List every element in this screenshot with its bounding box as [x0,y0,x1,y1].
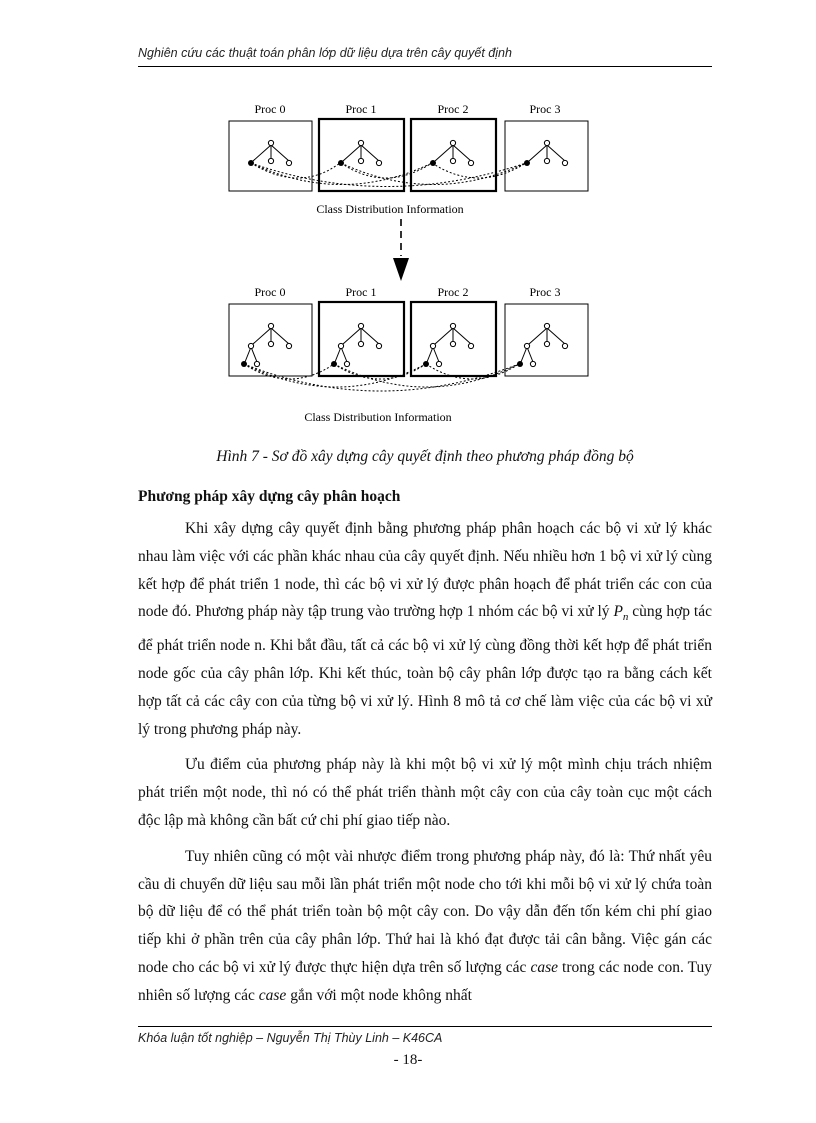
running-footer: Khóa luận tốt nghiệp – Nguyễn Thị Thùy Linh – K46CA [138,1031,443,1045]
section-title: Phương pháp xây dựng cây phân hoạch [138,488,401,505]
bottom-proc-label: Proc 1 [345,285,377,299]
footer-divider [138,1026,712,1027]
italic-term: case [258,986,287,1004]
bottom-proc-label: Proc 0 [254,285,286,299]
top-proc-label: Proc 1 [345,102,377,116]
paragraph-text: Tuy nhiên cũng có một vài nhược điểm trong phương pháp này, đó là: Thứ nhất yêu cầu di chuyển dữ liệu sau mỗi lần phát triển một node cho tới khi mỗi bộ vi xử lý chứa toàn bộ dữ liệu để có thể phát triển toàn bộ một cây con. Do vậy dẫn đến tốn kém chi phí giao tiếp khi ở phần trên của cây phân lớp. Thứ hai là khó đạt được tải cân bằng. Việc gán các node cho các bộ vi xử lý được thực hiện dựa trên số lượng các [138,847,712,977]
top-proc-label: Proc 0 [254,102,286,116]
running-header: Nghiên cứu các thuật toán phân lớp dữ liệu dựa trên cây quyết định [138,46,512,60]
figure-caption: Hình 7 - Sơ đồ xây dựng cây quyết định theo phương pháp đồng bộ [216,448,634,465]
bottom-proc-label: Proc 3 [529,285,561,299]
paragraph-text: Khi xây dựng cây quyết định bằng phương pháp phân hoạch các bộ vi xử lý khác nhau làm việc với các phần khác nhau của cây quyết định. Nếu nhiều hơn 1 bộ vi xử lý cùng kết hợp để phát triển 1 node, thì các bộ vi xử lý được phân hoạch để phát triển các con của node đó. Phương pháp này tập trung vào trường hợp 1 nhóm các bộ vi xử lý [138,520,712,621]
page-number: - 18- [393,1052,423,1068]
top-proc-label: Proc 3 [529,102,561,116]
paragraph-text: cùng hợp tác để phát triển node n. Khi bắt đầu, tất cả các bộ vi xử lý cùng đồng thời kết hợp để phát triển node gốc của cây phân lớp. Khi kết thúc, toàn bộ cây phân lớp được tạo ra bằng cách kết hợp tất cả các cây con của từng bộ vi xử lý. Hình 8 mô tả cơ chế làm việc của các bộ vi xử lý trong phương pháp này. [138,603,712,738]
bottom-proc-box [229,304,312,376]
math-subscript: n [622,611,629,624]
paragraph-text: trong các node con. Tuy nhiên số lượng các [138,959,712,1004]
italic-term: case [530,959,558,977]
top-proc-box [229,121,312,191]
down-arrow [393,219,409,281]
sync-tree-diagram [220,98,600,430]
figure-7 [220,98,600,430]
body-text [138,515,712,1018]
bottom-proc-label: Proc 2 [437,285,469,299]
paragraph: Ưu điểm của phương pháp này là khi một bộ vi xử lý một mình chịu trách nhiệm phát triển một node, thì nó có thể phát triển thành một cây con của cây toàn cục một cách độc lập mà không cần bất cứ chi phí giao tiếp nào. [138,756,712,830]
paragraph [138,843,712,1010]
top-proc-box [411,119,496,191]
top-class-distribution-label: Class Distribution Information [316,202,464,216]
paragraph-text: gắn với một node không nhất [286,986,472,1004]
paragraph [138,515,712,743]
bottom-proc-box [411,302,496,376]
top-proc-label: Proc 2 [437,102,469,116]
header-divider [138,66,712,67]
top-proc-box [505,121,588,191]
bottom-class-distribution-label: Class Distribution Information [304,410,452,424]
math-variable: P [613,603,623,621]
